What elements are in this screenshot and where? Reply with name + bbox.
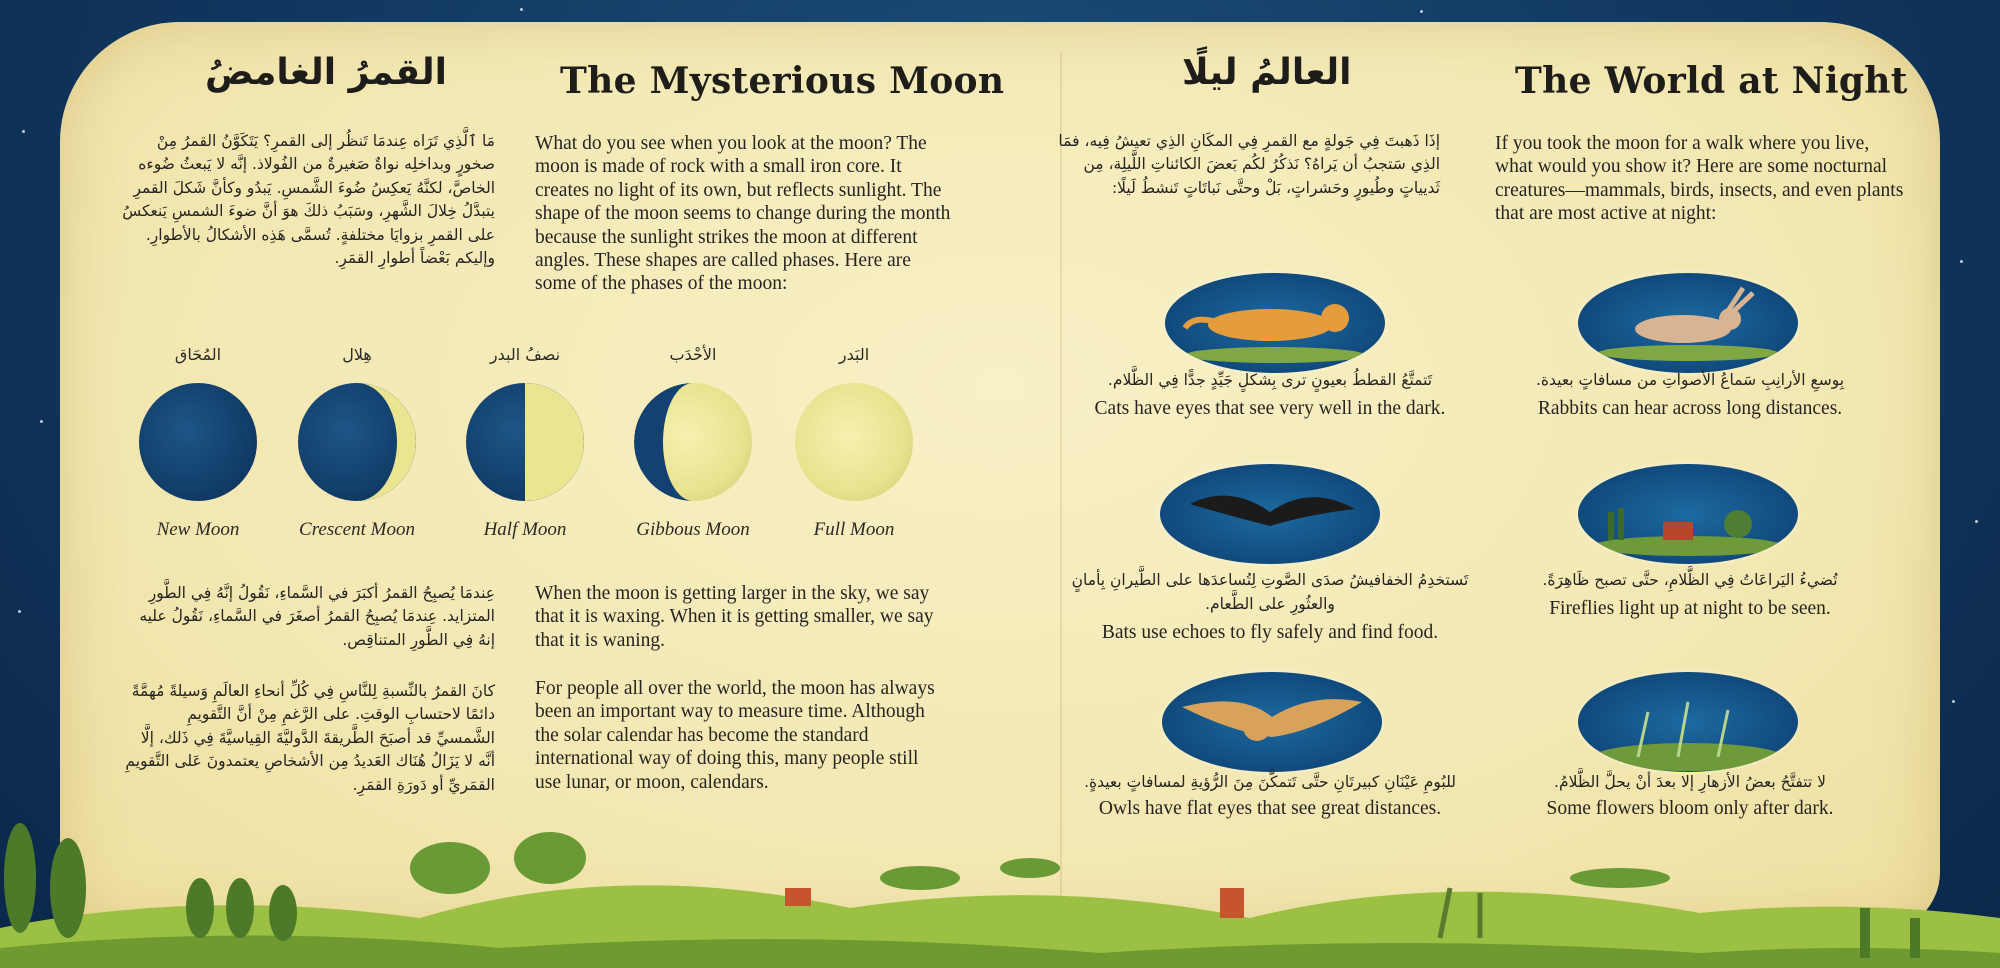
night-intro-english: If you took the moon for a walk where you live, what would you show it? Here are some nocturnal creatures—mammals, birds, insects, and even plants that are most active at night: [1495,133,1904,225]
firefly-caption-arabic: تُضيءُ اليَراعَاتُ فِي الظَّلامِ، حتَّى تصبح ظَاهِرَةً. [1542,571,1838,589]
landscape-illustration [0,808,2000,968]
firefly-caption-english: Fireflies light up at night to be seen. [1549,598,1831,619]
phase-label-english: Full Moon [813,519,895,540]
rabbit-caption-english: Rabbits can hear across long distances. [1537,398,1843,419]
flowers-caption-arabic: لا تتفتَّحُ بعضُ الأزهارِ إلا بعدَ أنْ يحلَّ الظَّلامُ. [1554,773,1826,791]
bat-caption-arabic: تَستخدِمُ الخفافيشُ صدَى الصَّوتِ لِتُساعدَها على الطَّيرانِ بِأمانٍ والعثُورِ على الطَّعام. [1071,571,1469,613]
owl-caption-english: Owls have flat eyes that see great distances. [1098,798,1442,819]
bat-caption-english: Bats use echoes to fly safely and find food. [1101,622,1439,643]
waxing-arabic: عِندمَا يُصبِحُ القمرُ أكبَرَ في السَّماءِ، نَقُولُ إنَّهُ فِي الطَّورِ المتزايد. عِندمَا يُصبِحُ القمرُ أصغَرَ في السَّماءِ، نَقُولُ عليه إنهُ فِي الطَّورِ المتناقِص. [139,584,495,649]
rabbit-caption-arabic: بِوسعِ الأرانِبِ سَماعُ الأصواتِ من مسافاتٍ بعيدة. [1535,371,1845,389]
calendar-arabic: كانَ القمرُ بالنِّسبةِ لِلنَّاسِ فِي كُلِّ أنحاءِ العالَمِ وَسيلةً مُهمَّةً دائمًا لاحتسابِ الوقتِ. على الرَّغمِ مِنْ أنَّ التَّقويمِ الشَّمسيِّ قد أصبَحَ الطَّريقةَ الدَّوليَّةَ القِياسيَّةَ فِي ذَلك، إلَّا أنَّه لا يَزَالُ هُنَاك العَديدُ مِن الأشخاصِ يعتمدونَ عَلى التَّقويمِ القمَريِّ أو دَورَةِ القمَرِ. [125,682,495,794]
moon-intro-arabic: مَا ٱلَّذِي تَرَاه عِندمَا تَنظُر إلى القمرِ؟ يَتَكَوَّنُ القمرُ مِنْ صخورٍ وبداخلِه نواةٌ صَغيرةٌ من الفُولاذ. إنَّه لا يَبعثُ ضُوءه الخاصَّ، لكنَّهُ يَعكِسُ ضُوءَ الشَّمسِ. يَبدُو وكأنَّ شَكلَ القمرِ يتبدَّلُ خِلالَ الشَّهرِ، وسَبَبُ ذلكَ هوَ أنَّ ضوءَ الشمسِ يَنعكسُ على القمرِ بزوايَا مختلفةٍ. تُسمَّى هَذِه الأشكالُ بالأطوارِ. وإليكم بَعْضاً أطوارِ القمَرِ. [122,132,495,268]
new-moon-icon [139,383,257,501]
half-moon-icon [466,383,584,501]
star [18,610,21,613]
night-intro-arabic: إذَا ذَهبتَ فِي جَولةٍ مع القمرِ فِي المكَانِ الذِي تعيشُ فِيه، فمَا الذِي سَتجبُ أن يَراهُ؟ نَذكُرُ لكُم بَعضَ الكائناتِ اللَّيلِة، مِن ثَديياتٍ وطُيورٍ وحَشراتٍ، بَلْ وحتَّى نَباتَاتٍ تَنشطُ لَيلًا: [1058,132,1440,197]
rabbit-illustration [1578,273,1798,373]
calendar-english: For people all over the world, the moon has always been an important way to measure time. Although the solar calendar has become the standard international way of doing this, many people still use lunar, or moon, calendars. [535,678,935,793]
cat-caption-arabic: تَتمتَّعُ القططُ بعيونٍ ترى بِشكلٍ جَيِّدٍ جدًّا فِي الظَّلام. [1107,371,1433,389]
right-title-english: The World at Night [1515,60,1908,102]
left-title-arabic: القمرُ الغامضُ [205,52,447,93]
phase-label-arabic: المُحَاق [174,345,222,364]
moon-intro-english: What do you see when you look at the moon? The moon is made of rock with a small iron core. It creates no light of its own, but reflects sunlight. The shape of the moon seems to change during the month because the sunlight strikes the moon at different angles. These shapes are called phases. Here are some of the phases of the moon: [535,133,951,295]
phase-half-moon [450,345,600,541]
phase-full-moon [779,345,929,541]
star [22,130,25,133]
phase-label-arabic: الأحْدَب [669,345,717,364]
phase-label-arabic: هِلال [342,345,372,364]
star [1420,10,1423,13]
star [40,420,43,423]
phase-label-english: Half Moon [483,519,567,540]
gibbous-moon-icon [634,383,752,501]
left-title-english: The Mysterious Moon [560,60,1005,102]
waxing-english: When the moon is getting larger in the sky, we say that it is waxing. When it is getting smaller, we say that it is waning. [535,583,934,651]
right-title-arabic: العالمُ ليلًا [1182,52,1352,93]
phase-label-english: Crescent Moon [299,519,415,540]
flowers-caption-english: Some flowers bloom only after dark. [1546,798,1834,819]
phase-label-arabic: نصفُ البدر [489,345,561,364]
phase-new-moon [123,345,273,541]
star [1960,260,1963,263]
star [1952,700,1955,703]
cat-illustration [1165,273,1385,373]
star [1975,520,1978,523]
crescent-moon-icon [298,383,416,501]
full-moon-icon [795,383,913,501]
flowers-illustration [1578,672,1798,772]
owl-illustration [1162,672,1382,772]
cat-caption-english: Cats have eyes that see very well in the dark. [1094,398,1446,419]
phase-label-arabic: البَدر [838,345,870,364]
phase-gibbous-moon [618,345,768,541]
star [520,8,523,11]
phase-crescent-moon [282,345,432,541]
phase-label-english: New Moon [156,519,240,540]
firefly-illustration [1578,464,1798,564]
bat-illustration [1160,464,1380,564]
phase-label-english: Gibbous Moon [636,519,750,540]
owl-caption-arabic: للبُومِ عَيْنَانِ كبيرتَانِ حتَّى تَتمكَّنَ مِنَ الرُّؤيةِ لمسافاتٍ بعيدةٍ. [1084,773,1456,791]
